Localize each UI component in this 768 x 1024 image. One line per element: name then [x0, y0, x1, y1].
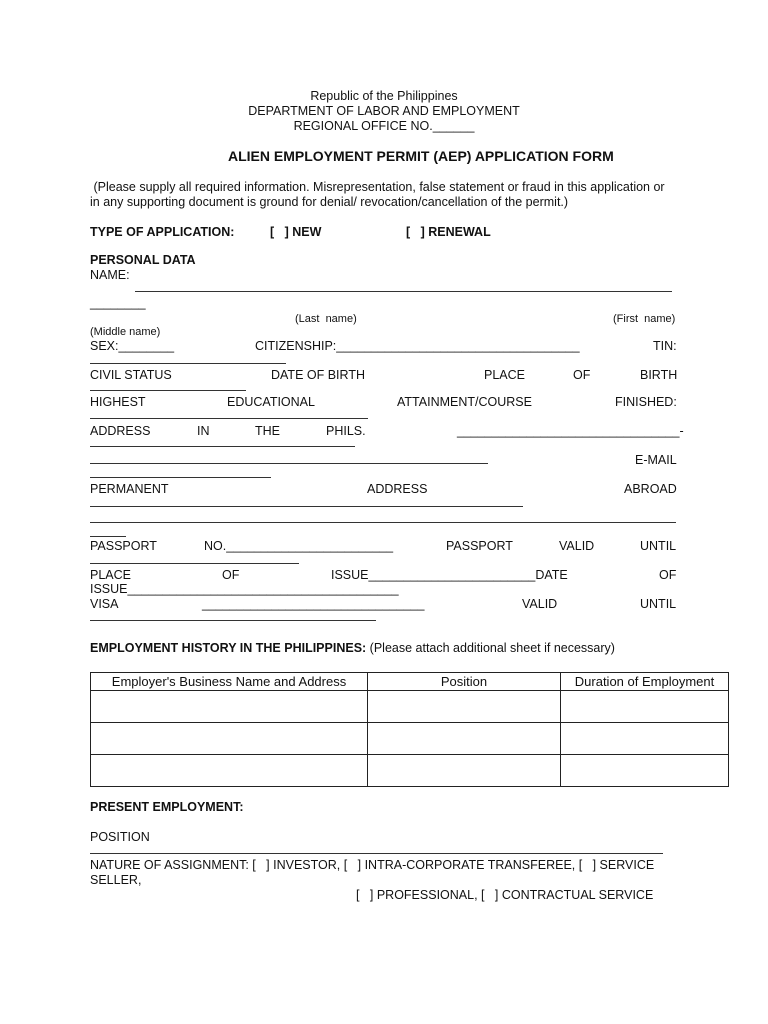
instructions-line1: (Please supply all required information. Misrepresentation, false statement or fraud in this application or: [90, 180, 665, 194]
civil-status-label: CIVIL STATUS: [90, 368, 172, 382]
table-row: [91, 755, 729, 787]
employment-history-note: (Please attach additional sheet if necessary): [366, 641, 615, 655]
column-employer: Employer's Business Name and Address: [91, 673, 368, 691]
place-label: PLACE: [484, 368, 525, 382]
header-republic: Republic of the Philippines: [310, 89, 458, 103]
duration-cell[interactable]: [561, 755, 729, 787]
nature-of-assignment-line2: SELLER,: [90, 873, 142, 887]
column-position: Position: [368, 673, 561, 691]
visa-until-label: UNTIL: [640, 597, 677, 611]
middle-name-caption: (Middle name): [90, 326, 161, 338]
employer-cell[interactable]: [91, 723, 368, 755]
phils-address-line3[interactable]: [90, 463, 488, 464]
first-name-caption: (First name): [613, 313, 676, 325]
abroad-address-line1[interactable]: [90, 506, 523, 507]
phils-label: PHILS.: [326, 424, 366, 438]
position-cell[interactable]: [368, 723, 561, 755]
attainment-label: ATTAINMENT/COURSE: [397, 395, 532, 409]
duration-cell[interactable]: [561, 691, 729, 723]
abroad-address-line3[interactable]: [90, 536, 126, 537]
education-field[interactable]: [90, 418, 368, 419]
address-abroad-label: ADDRESS: [367, 482, 428, 496]
employment-history-table: [90, 672, 729, 787]
present-employment-heading: PRESENT EMPLOYMENT:: [90, 800, 244, 814]
position-cell[interactable]: [368, 691, 561, 723]
nature-of-assignment-line3[interactable]: [ ] PROFESSIONAL, [ ] CONTRACTUAL SERVICE: [356, 888, 654, 902]
employment-history-heading: [90, 641, 615, 656]
application-type-label: TYPE OF APPLICATION:: [90, 225, 235, 239]
issue-field[interactable]: ISSUE_______________________________________: [90, 582, 399, 596]
checkbox-renewal[interactable]: [ ] RENEWAL: [406, 225, 491, 239]
sex-field[interactable]: SEX:________: [90, 339, 175, 353]
table-row: [91, 691, 729, 723]
name-field-cont[interactable]: ________: [90, 296, 146, 310]
position-field[interactable]: [90, 853, 663, 854]
passport-label: PASSPORT: [90, 539, 157, 553]
checkbox-new[interactable]: [ ] NEW: [270, 225, 322, 239]
until-label: UNTIL: [640, 539, 677, 553]
of-issue-label: OF: [222, 568, 240, 582]
abroad-label: ABROAD: [624, 482, 677, 496]
issue-date-field[interactable]: ISSUE________________________DATE: [331, 568, 568, 582]
valid-label: VALID: [559, 539, 595, 553]
tin-field[interactable]: [90, 363, 286, 364]
column-duration: Duration of Employment: [561, 673, 729, 691]
table-row: [91, 723, 729, 755]
employer-cell[interactable]: [91, 755, 368, 787]
phils-address-field[interactable]: ________________________________-: [457, 424, 684, 438]
passport-no-field[interactable]: NO.________________________: [204, 539, 394, 553]
nature-of-assignment-line1[interactable]: NATURE OF ASSIGNMENT: [ ] INVESTOR, [ ] INTRA-CORPORATE TRANSFEREE, [ ] SERVICE: [90, 858, 655, 872]
table-header-row: [91, 673, 729, 691]
highest-label: HIGHEST: [90, 395, 146, 409]
position-cell[interactable]: [368, 755, 561, 787]
email-field[interactable]: [90, 477, 271, 478]
duration-cell[interactable]: [561, 723, 729, 755]
header-department: DEPARTMENT OF LABOR AND EMPLOYMENT: [248, 104, 520, 118]
of-date-label: OF: [659, 568, 677, 582]
phils-address-line2[interactable]: [90, 446, 355, 447]
visa-field[interactable]: ________________________________: [202, 597, 425, 611]
place-of-issue-label: PLACE: [90, 568, 131, 582]
address-label: ADDRESS: [90, 424, 151, 438]
employer-cell[interactable]: [91, 691, 368, 723]
tin-label: TIN:: [653, 339, 677, 353]
of-label: OF: [573, 368, 591, 382]
finished-label: FINISHED:: [615, 395, 677, 409]
employment-history-title: EMPLOYMENT HISTORY IN THE PHILIPPINES:: [90, 641, 367, 655]
personal-data-heading: PERSONAL DATA: [90, 253, 196, 267]
citizenship-field[interactable]: CITIZENSHIP:___________________________________: [255, 339, 580, 353]
position-label: POSITION: [90, 830, 150, 844]
passport-valid-field[interactable]: [90, 563, 299, 564]
birth-label: BIRTH: [640, 368, 678, 382]
form-title: ALIEN EMPLOYMENT PERMIT (AEP) APPLICATION FORM: [228, 148, 614, 164]
visa-valid-field[interactable]: [90, 620, 376, 621]
educational-label: EDUCATIONAL: [227, 395, 315, 409]
in-label: IN: [197, 424, 210, 438]
visa-valid-label: VALID: [522, 597, 558, 611]
name-field[interactable]: [135, 291, 672, 292]
civil-status-field[interactable]: [90, 390, 246, 391]
last-name-caption: (Last name): [295, 313, 357, 325]
name-label: NAME:: [90, 268, 130, 282]
passport-valid-label: PASSPORT: [446, 539, 513, 553]
email-label: E-MAIL: [635, 453, 677, 467]
the-label: THE: [255, 424, 280, 438]
instructions-line2: in any supporting document is ground for denial/ revocation/cancellation of the permit.): [90, 195, 569, 209]
permanent-label: PERMANENT: [90, 482, 169, 496]
abroad-address-line2[interactable]: [90, 522, 676, 523]
header-regional-office: REGIONAL OFFICE NO.______: [293, 119, 475, 133]
date-of-birth-label: DATE OF BIRTH: [271, 368, 365, 382]
visa-label: VISA: [90, 597, 119, 611]
